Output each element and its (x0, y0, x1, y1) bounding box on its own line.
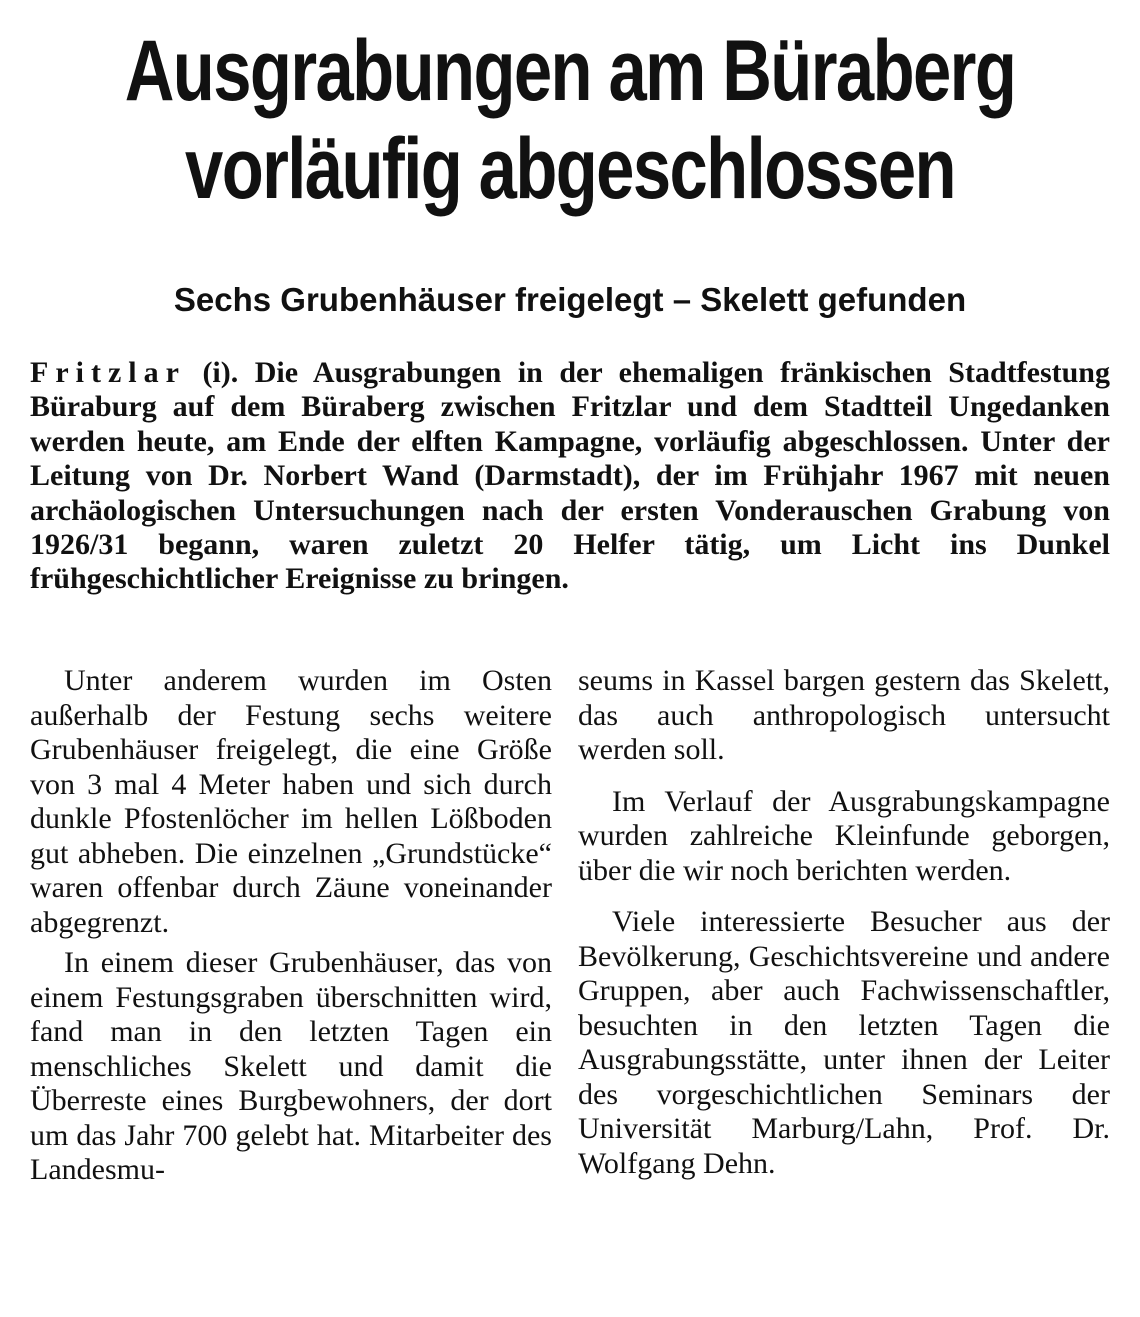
body-paragraph-3: Im Verlauf der Ausgrabungskampagne wurden zahlreiche Kleinfunde geborgen, über die wir noch berichten werden. (578, 784, 1110, 887)
body-column-left (30, 664, 552, 1188)
lead-paragraph (30, 356, 1110, 597)
body-column-right (578, 664, 1110, 1181)
headline-line-1: Ausgrabungen am Büraberg (124, 23, 1016, 119)
headline-line-2: vorläufig abgeschlossen (185, 121, 955, 217)
body-paragraph-2: In einem dieser Grubenhäuser, das von einem Festungsgraben überschnitten wird, fand man in den letzten Tagen ein menschliches Skelett und damit die Überreste eines Burgbewohners, der dort um das Jahr 700 gelebt hat. Mitarbeiter des Landesmu- (30, 946, 552, 1186)
body-paragraph-2-continued: seums in Kassel bargen gestern das Skelett, das auch anthropologisch untersucht werden soll. (578, 664, 1110, 766)
lead-text: (i). Die Ausgrabungen in der ehemaligen fränkischen Stadtfestung Büraburg auf dem Büraberg zwischen Fritzlar und dem Stadtteil Ungedanken werden heute, am Ende der elften Kampagne, vorläufig abgeschlossen. Unter der Leitung von Dr. Norbert Wand (Darmstadt), der im Frühjahr 1967 mit neuen archäologischen Untersuchungen nach der ersten Vonderauschen Grabung von 1926/31 begann, waren zuletzt 20 Helfer tätig, um Licht ins Dunkel frühgeschichtlicher Ereignisse zu bringen. (30, 356, 1110, 596)
subheadline: Sechs Grubenhäuser freigelegt – Skelett gefunden (173, 281, 967, 318)
dateline: Fritzlar (30, 356, 186, 389)
headline (114, 22, 1026, 218)
body-paragraph-1: Unter anderem wurden im Osten außerhalb der Festung sechs weitere Grubenhäuser freigelegt, die eine Größe von 3 mal 4 Meter haben und sich durch dunkle Pfostenlöcher im hellen Lößboden gut abheben. Die einzelnen „Grundstücke“ waren offenbar durch Zäune voneinander abgegrenzt. (30, 664, 552, 939)
body-paragraph-4: Viele interessierte Besucher aus der Bevölkerung, Geschichtsvereine und andere Gruppen, aber auch Fachwissenschaftler, besuchten in den letzten Tagen die Ausgrabungsstätte, unter ihnen der Leiter des vorgeschichtlichen Seminars der Universität Marburg/Lahn, Prof. Dr. Wolfgang Dehn. (578, 905, 1110, 1180)
